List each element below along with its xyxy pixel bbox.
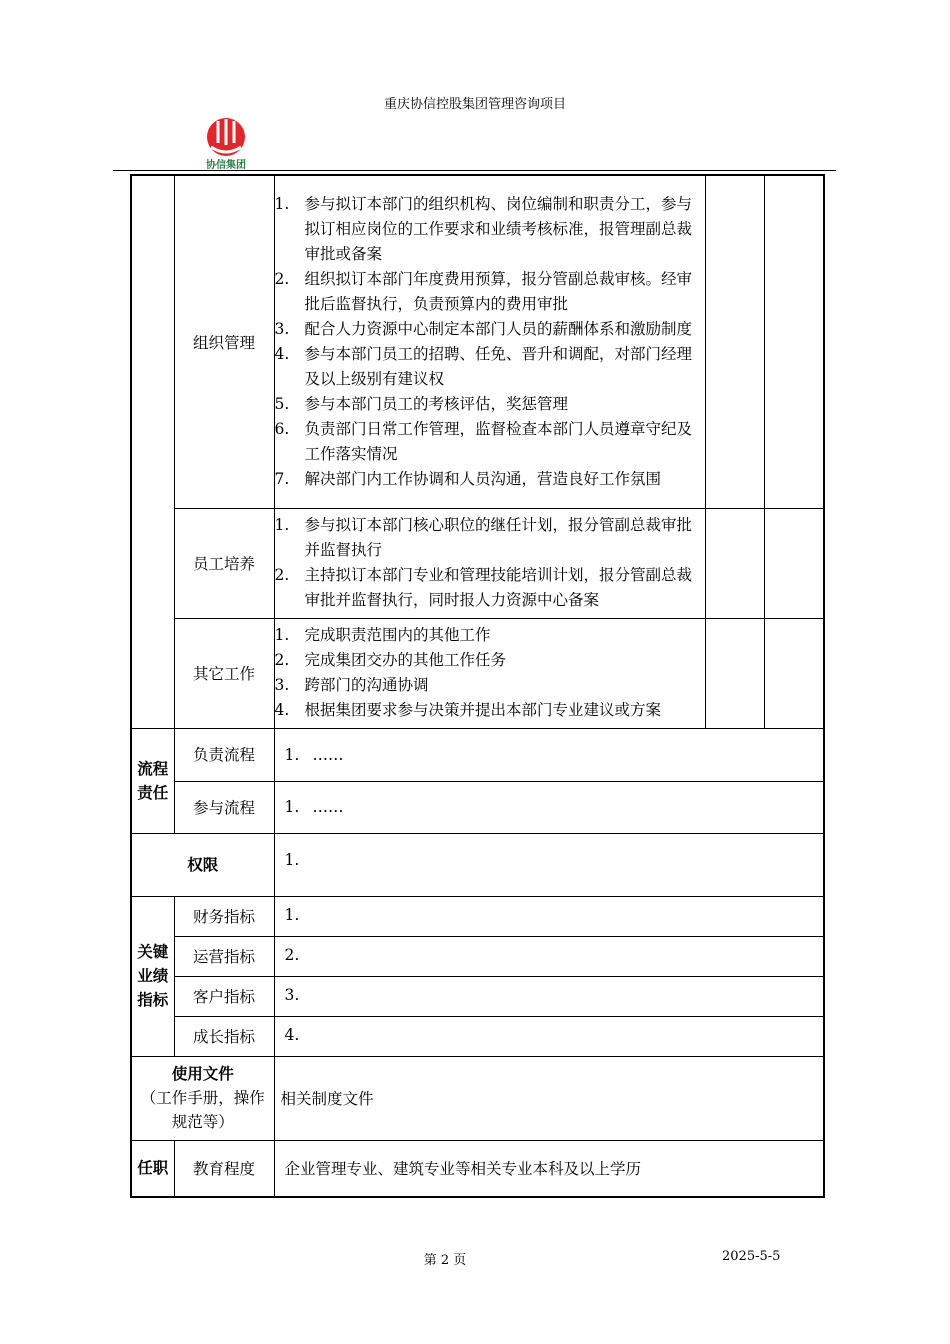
duty-items <box>274 175 705 508</box>
kpi-name: 财务指标 <box>174 896 274 936</box>
process-name: 负责流程 <box>174 728 274 781</box>
duty-items <box>274 508 705 618</box>
blank-cell <box>764 618 824 728</box>
authority-value: 1. <box>274 833 824 896</box>
list-item: 1. 参与拟订本部门核心职位的继任计划，报分管副总裁审批并监督执行 <box>274 516 693 559</box>
kpi-row <box>131 936 824 976</box>
documents-label-cell <box>131 1056 274 1140</box>
kpi-value: 1. <box>274 896 824 936</box>
page-number: 第 2 页 <box>423 1253 467 1268</box>
duty-items <box>274 618 705 728</box>
authority-row <box>131 833 824 896</box>
list-item: 4. 根据集团要求参与决策并提出本部门专业建议或方案 <box>274 701 662 719</box>
qualification-name: 教育程度 <box>174 1140 274 1197</box>
documents-value: 相关制度文件 <box>280 1090 374 1108</box>
header-rule <box>113 170 836 171</box>
kpi-name: 客户指标 <box>174 976 274 1016</box>
process-row <box>131 781 824 833</box>
process-name: 参与流程 <box>174 781 274 833</box>
duty-row <box>131 508 824 618</box>
kpi-value: 2. <box>274 936 824 976</box>
qualification-value-cell <box>274 1140 824 1197</box>
process-value: 1. …… <box>274 728 824 781</box>
kpi-row <box>131 976 824 1016</box>
blank-cell <box>705 618 764 728</box>
kpi-row <box>131 1016 824 1056</box>
documents-note: （工作手册，操作规范等） <box>140 1089 265 1131</box>
list-item: 6. 负责部门日常工作管理，监督检查本部门人员遵章守纪及工作落实情况 <box>274 419 693 463</box>
footer-date: 2025-5-5 <box>722 1249 781 1264</box>
list-item: 1. 完成职责范围内的其他工作 <box>274 626 491 644</box>
list-item: 7. 解决部门内工作协调和人员沟通，营造良好工作氛围 <box>274 469 662 488</box>
duty-row <box>131 618 824 728</box>
duty-category-cell <box>131 175 174 728</box>
duty-name: 员工培养 <box>174 508 274 618</box>
kpi-value: 4. <box>274 1016 824 1056</box>
process-category: 流程责任 <box>131 728 174 833</box>
list-item: 2. 组织拟订本部门年度费用预算，报分管副总裁审核。经审批后监督执行，负责预算内的费用审批 <box>274 269 693 313</box>
authority-label: 权限 <box>131 833 274 896</box>
duty-name: 组织管理 <box>174 175 274 508</box>
documents-row <box>131 1056 824 1140</box>
duty-row <box>131 175 824 508</box>
list-item: 3. 跨部门的沟通协调 <box>274 676 429 694</box>
header-title: 重庆协信控股集团管理咨询项目 <box>383 97 566 112</box>
list-item: 5. 参与本部门员工的考核评估，奖惩管理 <box>274 394 569 413</box>
kpi-value: 3. <box>274 976 824 1016</box>
job-description-table <box>130 174 825 1198</box>
blank-cell <box>764 175 824 508</box>
list-item: 4. 参与本部门员工的招聘、任免、晋升和调配，对部门经理及以上级别有建议权 <box>274 344 693 388</box>
list-item: 2. 完成集团交办的其他工作任务 <box>274 651 507 669</box>
qualification-row <box>131 1140 824 1197</box>
blank-cell <box>764 508 824 618</box>
duty-name: 其它工作 <box>174 618 274 728</box>
documents-label: 使用文件 <box>171 1065 234 1083</box>
kpi-name: 成长指标 <box>174 1016 274 1056</box>
logo-text: 协信集团 <box>206 160 246 171</box>
process-value: 1. …… <box>274 781 824 833</box>
list-item: 2. 主持拟订本部门专业和管理技能培训计划，报分管副总裁审批并监督执行，同时报人力资源中心备案 <box>274 566 693 609</box>
list-item: 1. 参与拟订本部门的组织机构、岗位编制和职责分工，参与拟订相应岗位的工作要求和业绩考核标准，报管理副总裁审批或备案 <box>274 194 693 263</box>
kpi-category: 关键业绩指标 <box>131 896 174 1056</box>
kpi-name: 运营指标 <box>174 936 274 976</box>
kpi-row <box>131 896 824 936</box>
qualification-label: 任职 <box>131 1140 174 1197</box>
list-item: 3. 配合人力资源中心制定本部门人员的薪酬体系和激励制度 <box>274 319 693 338</box>
qualification-value: 企业管理专业、建筑专业等相关专业本科及以上学历 <box>284 1160 642 1179</box>
process-row <box>131 728 824 781</box>
blank-cell <box>705 508 764 618</box>
blank-cell <box>705 175 764 508</box>
documents-value-cell <box>274 1056 824 1140</box>
